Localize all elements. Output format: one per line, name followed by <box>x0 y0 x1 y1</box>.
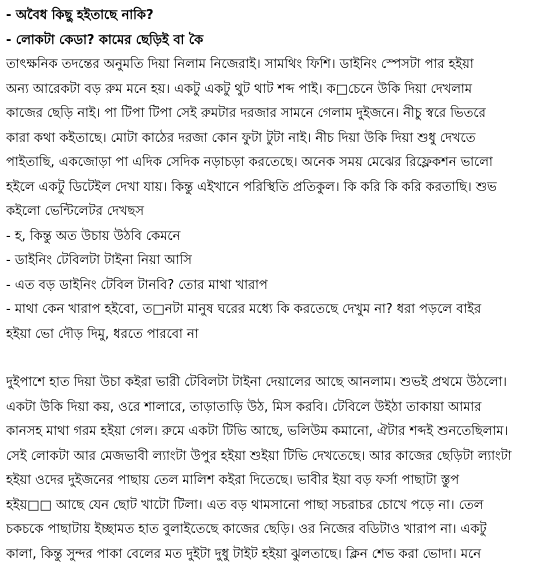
text-line: দুইপাশে হাত দিয়া উচা কইরা ভারী টেবিলটা টাইনা দেয়ালের আছে আনলাম। শুভই প্রথমে উঠলো। <box>6 371 554 396</box>
text-line: কইলো ভেন্টিলেটর দেখছস <box>6 200 554 225</box>
text-line: কানসহ মাথা গরম হইয়া গেল। রুমে একটা টিভি আছে, ভলিউম কমানো, ঐটার শব্দই শুনতেছিলাম। <box>6 420 554 445</box>
text-line: সেই লোকটা আর মেজভাবী ল্যাংটা উপুর হইয়া শুইয়া টিভি দেখতেছে। আর কাজের ছেড়িটা ল্যাংটা <box>6 445 554 470</box>
text-line: অন্য আরেকটা বড় রুম মনে হয়। একটু একটু থুট থাট শব্দ পাই। ক□চেনে উকি দিয়া দেখলাম <box>6 78 554 103</box>
text-line: কাজের ছেড়ি নাই। পা টিপা টিপা সেই রুমটার দরজার সামনে গেলাম দুইজনে। নীচু স্বরে ভিতরে <box>6 102 554 127</box>
dialogue-line: - এত বড় ডাইনিং টেবিল টানবি? তোর মাথা খারাপ <box>6 274 554 299</box>
dialogue-line: - মাথা কেন খারাপ হইবো, ত□নটা মানুষ ঘরের মধ্যে কি করতেছে দেখুম না? ধরা পড়লে বাইর <box>6 298 554 323</box>
paragraph-gap <box>6 347 554 371</box>
text-line: পাইতাছি, একজোড়া পা এদিক সেদিক নড়াচড়া করতেছে। অনেক সময় মেঝের রিফ্লেকশন ভালো <box>6 151 554 176</box>
text-line: চকচকে পাছাটায় ইচ্ছামত হাত বুলাইতেছে কাজের ছেড়ি। ওর নিজের বডিটাও খারাপ না। একটু <box>6 518 554 543</box>
text-line: একটা উকি দিয়া কয়, ওরে শালারে, তাড়াতাড়ি উঠ, মিস করবি। টেবিলে উইঠা তাকায়া আমার <box>6 396 554 421</box>
paragraph-block-2 <box>6 371 554 567</box>
dialogue-line: - অবৈধ কিছু হইতাছে নাকি? <box>6 4 554 29</box>
dialogue-line: - ডাইনিং টেবিলটা টাইনা নিয়া আসি <box>6 249 554 274</box>
dialogue-line: - হ, কিন্তু অত উচায় উঠবি কেমনে <box>6 225 554 250</box>
text-line: হইয়া ভো দৌড় দিমু, ধরতে পারবো না <box>6 323 554 348</box>
text-line: কালা, কিন্তু সুন্দর পাকা বেলের মত দুইটা দুধু টাইট হইয়া ঝুলতাছে। ক্লিন শেভ করা ভোদা। মনে <box>6 543 554 567</box>
dialogue-line: - লোকটা কেডা? কামের ছেড়িই বা কৈ <box>6 29 554 54</box>
text-line: হইয়া ওদের দুইজনের পাছায় তেল মালিশ কইরা দিতেছে। ভাবীর ইয়া বড় ফর্সা পাছাটা স্তুপ <box>6 469 554 494</box>
text-line: তাৎক্ষনিক তদন্তের অনুমতি দিয়া নিলাম নিজেরাই। সামথিং ফিশি। ডাইনিং স্পেসটা পার হইয়া <box>6 53 554 78</box>
paragraph-block-1 <box>6 4 554 347</box>
text-line: কারা কথা কইতাছে। মোটা কাঠের দরজা কোন ফুটা টুটা নাই। নীচ দিয়া উকি দিয়া শুধু দেখতে <box>6 127 554 152</box>
text-line: হইয়□□ আছে যেন ছোট খাটো টিলা। এত বড় থামসানো পাছা সচরাচর চোখে পড়ে না। তেল <box>6 494 554 519</box>
text-line: হইলে একটু ডিটেইল দেখা যায়। কিন্তু এইখানে পরিস্থিতি প্রতিকুল। কি করি কি করি করতাছি। শুভ <box>6 176 554 201</box>
